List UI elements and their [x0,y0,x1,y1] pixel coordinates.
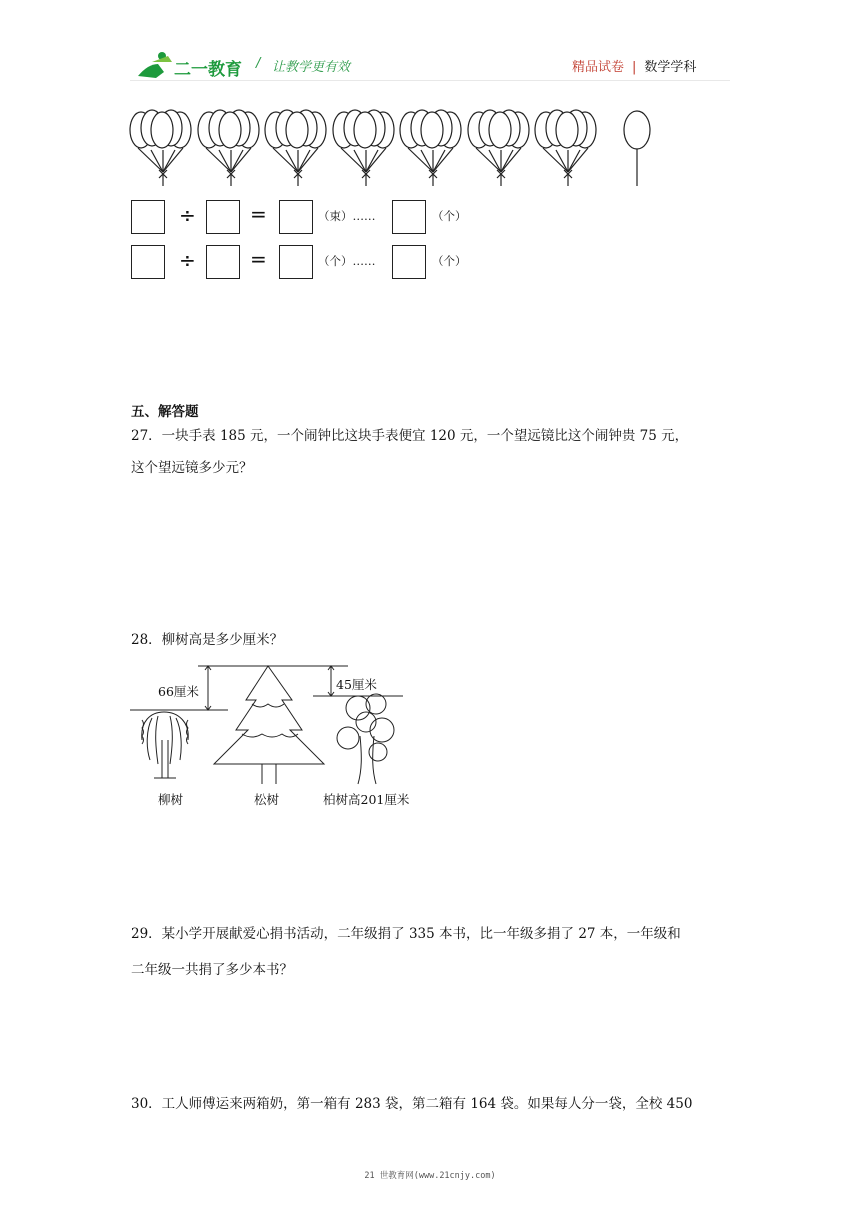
label-45cm: 45厘米 [336,677,377,692]
equals-sign: = [250,247,267,271]
header-subject: 数学学科 [644,60,697,75]
label-pine: 松树 [254,792,280,807]
logo-text: 二一教育 [174,60,242,80]
answer-box[interactable] [206,245,240,279]
header-rule [130,80,730,81]
unit-label: （个） [432,209,467,223]
balloon-bunch [198,110,259,186]
divide-sign: ÷ [179,248,196,272]
balloon-bunch [400,110,461,186]
logo-icon [134,50,176,80]
label-cypress: 柏树高201厘米 [323,792,410,807]
header-category: 精品试卷 [572,60,625,75]
label-66cm: 66厘米 [158,684,199,699]
page-footer: 21 世教育网(www.21cnjy.com) [364,1171,496,1181]
balloon-bunch [265,110,326,186]
question-30 [131,1088,741,1120]
unit-label: （个）…… [318,254,376,268]
balloon-bunch [468,110,529,186]
balloons-figure [125,108,665,190]
answer-box[interactable] [392,245,426,279]
section-title: 五、解答题 [131,404,199,420]
question-27-line-1: 27．一块手表 185 元，一个闹钟比这块手表便宜 120 元，一个望远镜比这个闹钟贵 75 元， [131,428,689,444]
question-27 [131,420,741,484]
answer-box[interactable] [279,200,313,234]
equals-sign: = [250,202,267,226]
single-balloon [624,111,650,186]
question-30-line-1: 30．工人师傅运来两箱奶，第一箱有 283 袋，第二箱有 164 袋。如果每人分一袋，全校 450 [131,1096,693,1112]
divide-sign: ÷ [179,203,196,227]
balloon-bunch [333,110,394,186]
answer-box[interactable] [206,200,240,234]
header-right [572,56,696,75]
answer-box[interactable] [392,200,426,234]
header-right-separator: | [632,60,637,75]
question-29-line-2: 二年级一共捐了多少本书？ [131,962,293,978]
header-slogan: 让教学更有效 [272,60,351,75]
answer-box[interactable] [279,245,313,279]
balloon-bunch [535,110,596,186]
balloon-bunch [130,110,191,186]
answer-box[interactable] [131,245,165,279]
question-28-text: 28．柳树高是多少厘米？ [131,632,284,648]
question-27-line-2: 这个望远镜多少元？ [131,460,253,476]
question-29-line-1: 29．某小学开展献爱心捐书活动，二年级捐了 335 本书，比一年级多捐了 27 本，一年级和 [131,926,681,942]
header-separator: / [256,56,261,71]
question-29 [131,918,741,986]
unit-label: （束）…… [318,209,376,223]
answer-box[interactable] [131,200,165,234]
unit-label: （个） [432,254,467,268]
label-willow: 柳树 [158,792,184,807]
